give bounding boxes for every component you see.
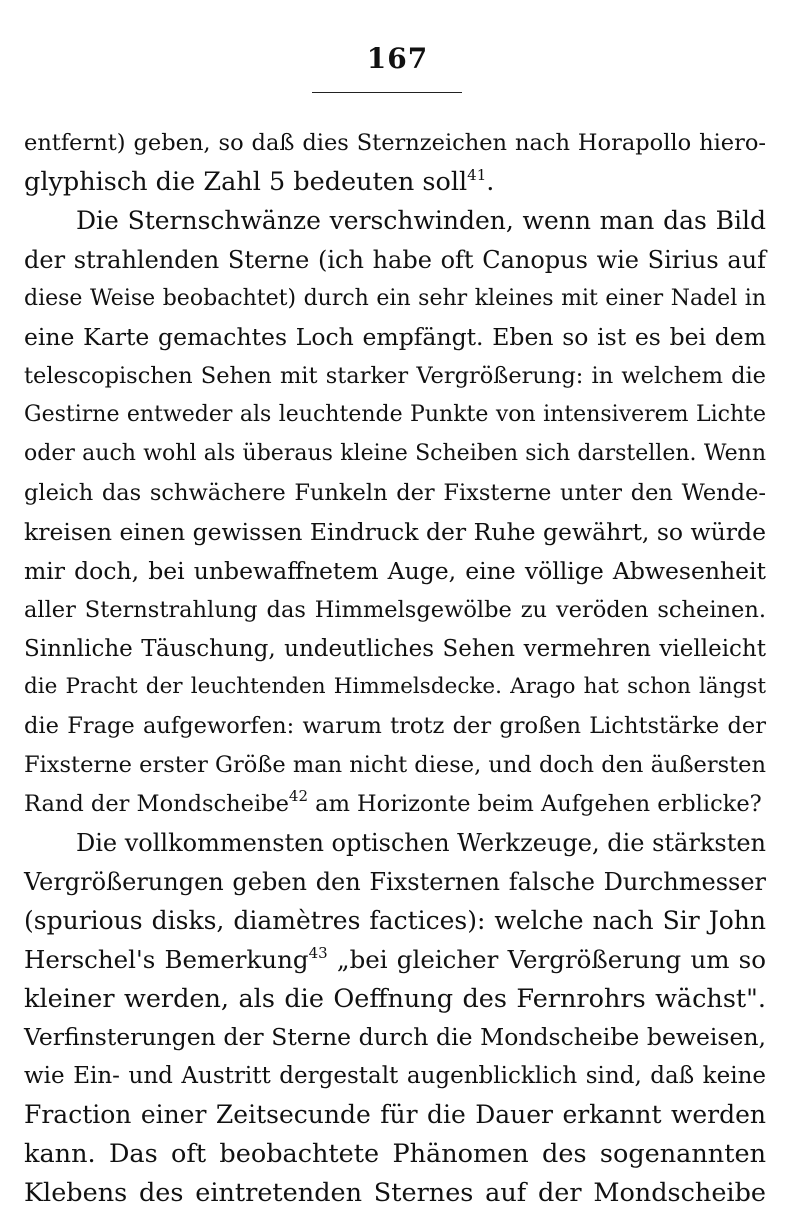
body-text (24, 124, 766, 1213)
text-line: gleich das schwächere Funkeln der Fixsterne unter den Wende- (24, 480, 766, 507)
page-number: 167 (366, 42, 429, 75)
text-line: aller Sternstrahlung das Himmelsgewölbe zu veröden scheinen. (24, 596, 766, 623)
text-line: Vergrößerungen geben den Fixsternen falsche Durchmesser (24, 867, 766, 896)
text-line: die Pracht der leuchtenden Himmelsdecke. Arago hat schon längst (24, 674, 766, 700)
text-line (24, 785, 766, 824)
line-text: Herschel's Bemerkung (24, 944, 309, 974)
text-line: kreisen einen gewissen Eindruck der Ruhe gewährt, so würde (24, 517, 766, 546)
text-line: Klebens des eintretenden Sternes auf der Mondscheibe (24, 1178, 766, 1209)
text-line: (spurious disks, diamètres factices): welche nach Sir John (24, 905, 766, 935)
line-text-after: am Horizonte beim Aufgehen erblicke? (308, 791, 762, 818)
text-line: Die vollkommensten optischen Werkzeuge, die stärksten (76, 829, 766, 858)
text-line: Verfinsterungen der Sterne durch die Mondscheibe beweisen, (24, 1023, 766, 1052)
line-text: glyphisch die Zahl 5 bedeuten soll (24, 166, 468, 197)
text-line (24, 163, 766, 202)
footnote-marker: 41 (467, 165, 487, 184)
text-line: mir doch, bei unbewaffnetem Auge, eine völlige Abwesenheit (24, 556, 766, 585)
line-text-after: „bei gleicher Vergrößerung um so (327, 944, 766, 974)
text-line: Fraction einer Zeitsecunde für die Dauer erkannt werden (24, 1100, 766, 1130)
text-line: eine Karte gemachtes Loch empfängt. Eben so ist es bei dem (24, 323, 766, 352)
text-line: Sinnliche Täuschung, undeutliches Sehen vermehren vielleicht (24, 635, 766, 662)
text-line: kleiner werden, als die Oeffnung des Fernrohrs wächst". (24, 983, 766, 1014)
footnote-marker: 43 (308, 943, 328, 962)
text-line: Gestirne entweder als leuchtende Punkte von intensiverem Lichte (24, 402, 766, 428)
text-line: der strahlenden Sterne (ich habe oft Canopus wie Sirius auf (24, 245, 766, 274)
text-line: Fixsterne erster Größe man nicht diese, und doch den äußersten (24, 752, 766, 779)
text-line: Die Sternschwänze verschwinden, wenn man das Bild (76, 205, 766, 235)
footnote-marker: 42 (288, 787, 308, 806)
text-line: kann. Das oft beobachtete Phänomen des sogenannten (24, 1139, 766, 1170)
text-line: oder auch wohl als überaus kleine Scheiben sich darstellen. Wenn (24, 441, 766, 467)
header-rule (312, 92, 462, 93)
line-text-after: . (486, 166, 495, 197)
text-line (24, 941, 766, 980)
line-text: Rand der Mondscheibe (24, 791, 289, 818)
text-line: telescopischen Sehen mit starker Vergrößerung: in welchem die (24, 363, 766, 390)
text-line: die Frage aufgeworfen: warum trotz der großen Lichtstärke der (24, 713, 766, 740)
text-line: diese Weise beobachtet) durch ein sehr kleines mit einer Nadel in (24, 285, 766, 311)
text-line: wie Ein- und Austritt dergestalt augenblicklich sind, daß keine (24, 1063, 766, 1090)
text-line: entfernt) geben, so daß dies Sternzeichen nach Horapollo hiero- (24, 130, 766, 156)
